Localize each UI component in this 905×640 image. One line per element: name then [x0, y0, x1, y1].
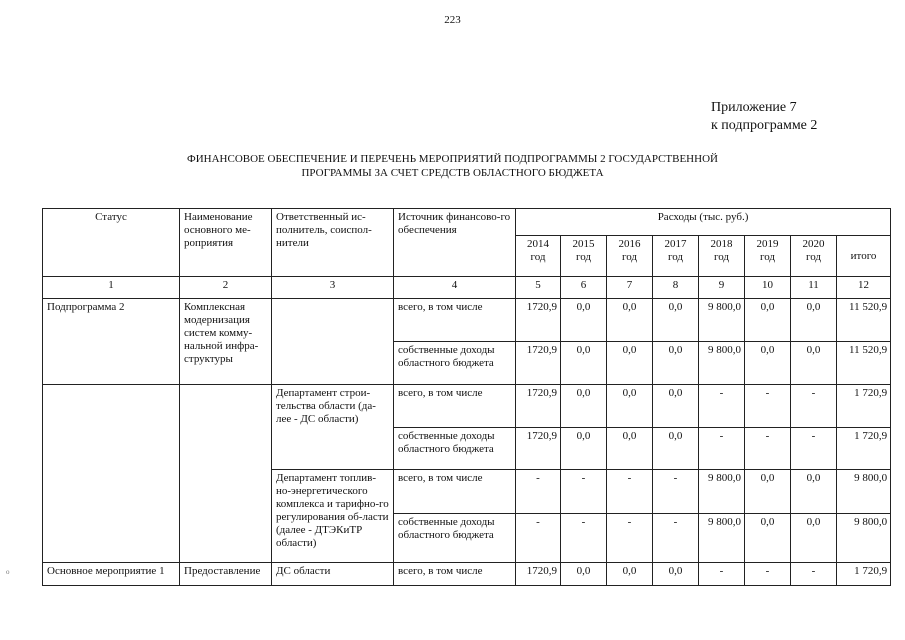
status-cell: Основное мероприятие 1: [43, 563, 180, 586]
value-cell: 0,0: [791, 514, 837, 563]
appendix-line-2: к подпрограмме 2: [711, 118, 818, 133]
header-source: Источник финансово-го обеспечения: [394, 209, 516, 277]
total-header: итого: [837, 236, 891, 277]
value-cell: -: [516, 470, 561, 514]
total-cell: 9 800,0: [837, 514, 891, 563]
value-cell: -: [699, 385, 745, 428]
column-number: 7: [607, 277, 653, 299]
value-cell: -: [699, 563, 745, 586]
source-cell: всего, в том числе: [394, 563, 516, 586]
table-row: [43, 299, 891, 342]
value-cell: 0,0: [561, 342, 607, 385]
responsible-cell: [272, 299, 394, 385]
header-expenses: Расходы (тыс. руб.): [516, 209, 891, 236]
value-cell: -: [791, 563, 837, 586]
value-cell: 0,0: [745, 299, 791, 342]
value-cell: 1720,9: [516, 299, 561, 342]
value-cell: -: [561, 514, 607, 563]
column-number: 4: [394, 277, 516, 299]
value-cell: 0,0: [791, 342, 837, 385]
year-header: 2018 год: [699, 236, 745, 277]
value-cell: 0,0: [653, 299, 699, 342]
value-cell: 1720,9: [516, 563, 561, 586]
value-cell: 0,0: [561, 299, 607, 342]
title-line-1: ФИНАНСОВОЕ ОБЕСПЕЧЕНИЕ И ПЕРЕЧЕНЬ МЕРОПРИЯТИЙ ПОДПРОГРАММЫ 2 ГОСУДАРСТВЕННОЙ: [187, 153, 718, 165]
appendix-line-1: Приложение 7: [711, 100, 797, 115]
year-header: 2015 год: [561, 236, 607, 277]
year-header: 2019 год: [745, 236, 791, 277]
header-status: Статус: [43, 209, 180, 277]
document-title: [0, 152, 905, 180]
name-cell: Комплексная модернизация систем комму-нальной инфра-структуры: [180, 299, 272, 385]
value-cell: 0,0: [607, 342, 653, 385]
responsible-cell: ДС области: [272, 563, 394, 586]
page-number: 223: [444, 14, 461, 26]
value-cell: -: [561, 470, 607, 514]
value-cell: -: [745, 563, 791, 586]
column-number: 12: [837, 277, 891, 299]
total-cell: 1 720,9: [837, 385, 891, 428]
value-cell: 0,0: [653, 428, 699, 470]
value-cell: 9 800,0: [699, 514, 745, 563]
column-number: 5: [516, 277, 561, 299]
column-number-row: [43, 277, 891, 299]
value-cell: -: [607, 514, 653, 563]
status-cell: Подпрограмма 2: [43, 299, 180, 385]
value-cell: -: [653, 470, 699, 514]
source-cell: всего, в том числе: [394, 385, 516, 428]
total-cell: 1 720,9: [837, 563, 891, 586]
total-cell: 1 720,9: [837, 428, 891, 470]
value-cell: 0,0: [745, 342, 791, 385]
value-cell: 1720,9: [516, 385, 561, 428]
column-number: 8: [653, 277, 699, 299]
source-cell: всего, в том числе: [394, 470, 516, 514]
year-header: 2014 год: [516, 236, 561, 277]
value-cell: 0,0: [653, 342, 699, 385]
year-header: 2016 год: [607, 236, 653, 277]
value-cell: -: [791, 385, 837, 428]
column-number: 2: [180, 277, 272, 299]
value-cell: -: [791, 428, 837, 470]
value-cell: 0,0: [607, 299, 653, 342]
value-cell: 0,0: [561, 563, 607, 586]
value-cell: 1720,9: [516, 428, 561, 470]
value-cell: -: [745, 385, 791, 428]
responsible-cell: Департамент топлив-но-энергетического комплекса и тарифно-го регулирования об-ласти (далее - ДТЭКиТР области): [272, 470, 394, 563]
value-cell: 0,0: [791, 299, 837, 342]
header-responsible: Ответственный ис-полнитель, соиспол-нители: [272, 209, 394, 277]
financing-table: [42, 208, 891, 586]
column-number: 6: [561, 277, 607, 299]
value-cell: 0,0: [653, 385, 699, 428]
value-cell: -: [607, 470, 653, 514]
value-cell: 1720,9: [516, 342, 561, 385]
value-cell: -: [516, 514, 561, 563]
value-cell: 0,0: [791, 470, 837, 514]
source-cell: собственные доходы областного бюджета: [394, 342, 516, 385]
year-header: 2017 год: [653, 236, 699, 277]
value-cell: -: [653, 514, 699, 563]
responsible-cell: Департамент строи-тельства области (да-лее - ДС области): [272, 385, 394, 470]
total-cell: 11 520,9: [837, 342, 891, 385]
source-cell: собственные доходы областного бюджета: [394, 428, 516, 470]
name-cell: [180, 385, 272, 563]
total-cell: 11 520,9: [837, 299, 891, 342]
appendix-caption: [711, 99, 817, 135]
column-number: 10: [745, 277, 791, 299]
value-cell: 9 800,0: [699, 342, 745, 385]
margin-mark: о: [6, 568, 10, 576]
value-cell: -: [699, 428, 745, 470]
status-cell: [43, 385, 180, 563]
value-cell: 0,0: [561, 428, 607, 470]
title-line-2: ПРОГРАММЫ ЗА СЧЕТ СРЕДСТВ ОБЛАСТНОГО БЮДЖЕТА: [301, 167, 604, 179]
column-number: 9: [699, 277, 745, 299]
value-cell: 9 800,0: [699, 299, 745, 342]
value-cell: 0,0: [607, 385, 653, 428]
table-row: [43, 563, 891, 586]
value-cell: 0,0: [561, 385, 607, 428]
header-name: Наименование основного ме-роприятия: [180, 209, 272, 277]
source-cell: собственные доходы областного бюджета: [394, 514, 516, 563]
value-cell: 9 800,0: [699, 470, 745, 514]
source-cell: всего, в том числе: [394, 299, 516, 342]
value-cell: 0,0: [607, 563, 653, 586]
value-cell: 0,0: [653, 563, 699, 586]
total-cell: 9 800,0: [837, 470, 891, 514]
table-row: [43, 385, 891, 428]
column-number: 3: [272, 277, 394, 299]
column-number: 11: [791, 277, 837, 299]
header-row: [43, 209, 891, 236]
year-header: 2020 год: [791, 236, 837, 277]
value-cell: 0,0: [607, 428, 653, 470]
value-cell: -: [745, 428, 791, 470]
column-number: 1: [43, 277, 180, 299]
value-cell: 0,0: [745, 470, 791, 514]
name-cell: Предоставление: [180, 563, 272, 586]
value-cell: 0,0: [745, 514, 791, 563]
